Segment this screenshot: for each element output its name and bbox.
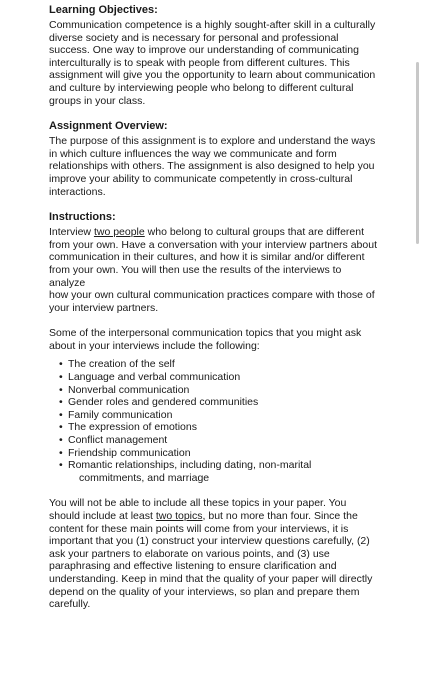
list-item: • The expression of emotions [59, 421, 379, 434]
list-item: • Language and verbal communication [59, 371, 379, 384]
list-item: • Friendship communication [59, 447, 379, 460]
instructions-heading: Instructions: [49, 211, 116, 224]
list-item: • Family communication [59, 409, 379, 422]
instructions-lead: Interview [49, 226, 94, 239]
closing-rest: , but no more than four. Since the content for these main points will come from your interviews, it is important that you (1) construct your interview questions carefully, (2) ask your partners to elaborate on various points, and (3) use paraphrasing and effective listening to ensure clarification and understanding. Keep in mind that the quality of your paper will directly depend on the quality of your interviews, so plan and prepare them carefully. [49, 510, 373, 611]
vertical-scrollbar[interactable] [416, 62, 419, 244]
two-people-underlined: two people [93, 226, 145, 239]
topics-list [49, 358, 379, 484]
list-item-continuation: commitments, and marriage [79, 471, 210, 484]
learning-objectives-text: Communication competence is a highly sought-after skill in a culturally diverse society and is necessary for personal and professional success. One way to improve our understanding of communicating interculturally is to speak with people from different cultures. This assignment will give you the opportunity to learn about communication and culture by interviewing people who belong to different cultural groups in your class. [49, 19, 376, 107]
list-item: • Nonverbal communication [59, 384, 379, 397]
assignment-overview-section [49, 120, 379, 198]
instructions-rest: who belong to cultural groups that are different from your own. Have a conversation with your interview partners about communication in their cultures, and how it is similar and/or different from your own. You will then use the results of the interviews to analyze [49, 226, 377, 289]
assignment-document [49, 4, 379, 611]
two-topics-underlined: two topics [155, 510, 203, 522]
assignment-overview-text: The purpose of this assignment is to explore and understand the ways in which culture influences the way we communicate and form relationships with others. The assignment is also designed to help you improve your ability to communicate competently in cross-cultural interactions. [49, 135, 376, 198]
list-item [59, 459, 379, 484]
assignment-overview-heading: Assignment Overview: [49, 120, 168, 133]
topics-section [49, 327, 379, 484]
instructions-text [49, 226, 379, 314]
learning-objectives-heading: Learning Objectives: [49, 4, 158, 16]
list-item-text: Romantic relationships, including dating, non-marital [68, 459, 312, 472]
learning-objectives-section [49, 4, 379, 107]
list-item: • Conflict management [59, 434, 379, 447]
closing-text [49, 497, 379, 610]
topics-intro: Some of the interpersonal communication topics that you might ask about in your interviews include the following: [49, 327, 362, 352]
instructions-line2: how your own cultural communication practices compare with those of your interview partners. [49, 289, 375, 314]
closing-section [49, 497, 379, 610]
list-item: • The creation of the self [59, 358, 379, 371]
list-item: • Gender roles and gendered communities [59, 396, 379, 409]
closing-lead: You will not be able to include all these topics in your paper. You should include at least [49, 497, 347, 522]
instructions-section [49, 211, 379, 314]
